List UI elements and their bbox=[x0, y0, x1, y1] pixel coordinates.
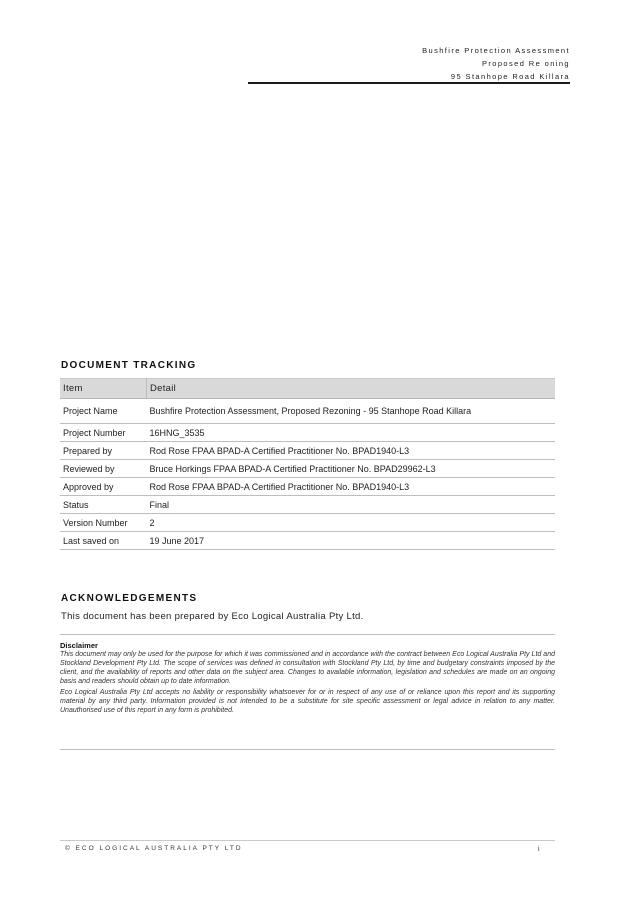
row-detail: Rod Rose FPAA BPAD-A Certified Practitioner No. BPAD1940-L3 bbox=[147, 478, 556, 496]
row-item: Approved by bbox=[60, 478, 147, 496]
table-row bbox=[60, 532, 555, 550]
row-item: Version Number bbox=[60, 514, 147, 532]
row-detail: Final bbox=[147, 496, 556, 514]
footer-rule bbox=[60, 840, 555, 841]
table-row bbox=[60, 460, 555, 478]
table-row bbox=[60, 514, 555, 532]
row-detail: 16HNG_3535 bbox=[147, 424, 556, 442]
table-row bbox=[60, 496, 555, 514]
header-rule bbox=[248, 82, 570, 84]
row-detail: 2 bbox=[147, 514, 556, 532]
column-header-item: Item bbox=[60, 379, 147, 399]
row-detail: 19 June 2017 bbox=[147, 532, 556, 550]
disclaimer-block bbox=[60, 641, 555, 717]
header-address: 95 Stanhope Road Killara bbox=[450, 72, 570, 81]
table-row bbox=[60, 478, 555, 496]
document-tracking-heading: DOCUMENT TRACKING bbox=[61, 360, 197, 371]
running-header bbox=[210, 44, 570, 83]
row-detail: Bruce Horkings FPAA BPAD-A Certified Practitioner No. BPAD29962-L3 bbox=[147, 460, 556, 478]
disclaimer-top-rule bbox=[60, 634, 555, 635]
row-detail: Bushfire Protection Assessment, Proposed Rezoning - 95 Stanhope Road Killara bbox=[147, 399, 556, 424]
disclaimer-paragraph: Eco Logical Australia Pty Ltd accepts no liability or responsibility whatsoever for or in respect of any use of or reliance upon this report and its supporting material by any third party. Information provided is not intended to be a substitute for site specific assessment or legal advice in relation to any matter. Unauthorised use of this report in any form is prohibited. bbox=[60, 689, 555, 714]
table-row bbox=[60, 424, 555, 442]
table-row bbox=[60, 442, 555, 460]
row-item: Reviewed by bbox=[60, 460, 147, 478]
row-item: Status bbox=[60, 496, 147, 514]
table-header-row bbox=[60, 379, 555, 399]
footer-copyright: © ECO LOGICAL AUSTRALIA PTY LTD bbox=[65, 845, 243, 852]
acknowledgements-text: This document has been prepared by Eco Logical Australia Pty Ltd. bbox=[61, 611, 364, 622]
row-item: Prepared by bbox=[60, 442, 147, 460]
document-tracking-table bbox=[60, 378, 555, 550]
page-number: i bbox=[538, 846, 540, 853]
column-header-detail: Detail bbox=[147, 379, 556, 399]
disclaimer-paragraph: This document may only be used for the purpose for which it was commissioned and in accordance with the contract between Eco Logical Australia Pty Ltd and Stockland Development Pty Ltd. The scope of services was defined in consultation with Stockland Pty Ltd, by time and budgetary constraints imposed by the client, and the availability of reports and other data on the subject area. Changes to available information, legislation and schedules are made on an ongoing basis and readers should obtain up to date information. bbox=[60, 651, 555, 685]
disclaimer-bottom-rule bbox=[60, 749, 555, 750]
row-item: Project Number bbox=[60, 424, 147, 442]
row-item: Project Name bbox=[60, 399, 147, 424]
header-title: Bushfire Protection Assessment bbox=[422, 46, 570, 55]
row-detail: Rod Rose FPAA BPAD-A Certified Practitioner No. BPAD1940-L3 bbox=[147, 442, 556, 460]
table-row bbox=[60, 399, 555, 424]
header-subtitle: Proposed Re oning bbox=[481, 59, 570, 68]
disclaimer-title: Disclaimer bbox=[60, 641, 98, 650]
row-item: Last saved on bbox=[60, 532, 147, 550]
acknowledgements-heading: ACKNOWLEDGEMENTS bbox=[61, 593, 198, 604]
